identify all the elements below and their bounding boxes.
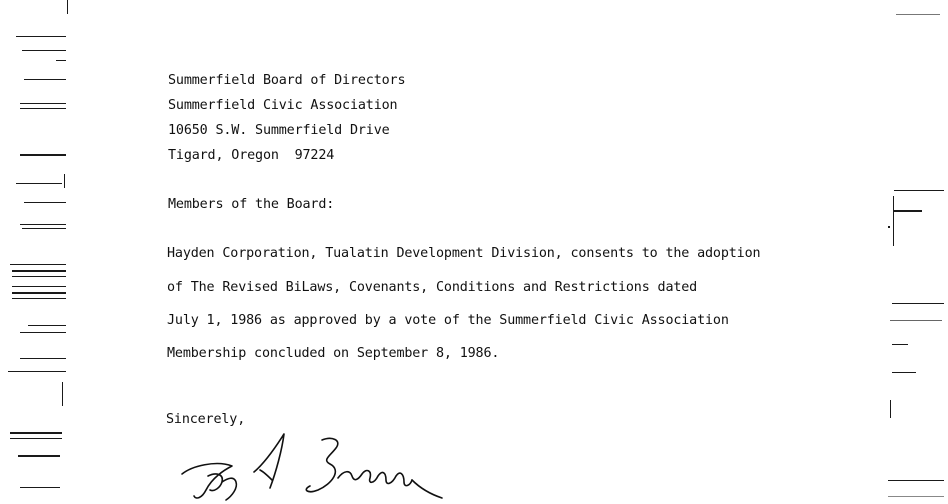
address-line-2: Summerfield Civic Association bbox=[168, 98, 398, 113]
address-line-4: Tigard, Oregon 97224 bbox=[168, 148, 335, 163]
body-line-1: Hayden Corporation, Tualatin Development Division, consents to the adoption bbox=[167, 246, 761, 261]
closing: Sincerely, bbox=[166, 412, 246, 427]
address-line-1: Summerfield Board of Directors bbox=[168, 73, 406, 88]
body-line-2: of The Revised BiLaws, Covenants, Conditions and Restrictions dated bbox=[167, 280, 698, 295]
body-line-3: July 1, 1986 as approved by a vote of the Summerfield Civic Association bbox=[167, 313, 729, 328]
salutation: Members of the Board: bbox=[168, 197, 335, 212]
body-line-4: Membership concluded on September 8, 1986. bbox=[167, 346, 500, 361]
address-line-3: 10650 S.W. Summerfield Drive bbox=[168, 123, 390, 138]
signature bbox=[172, 430, 452, 504]
